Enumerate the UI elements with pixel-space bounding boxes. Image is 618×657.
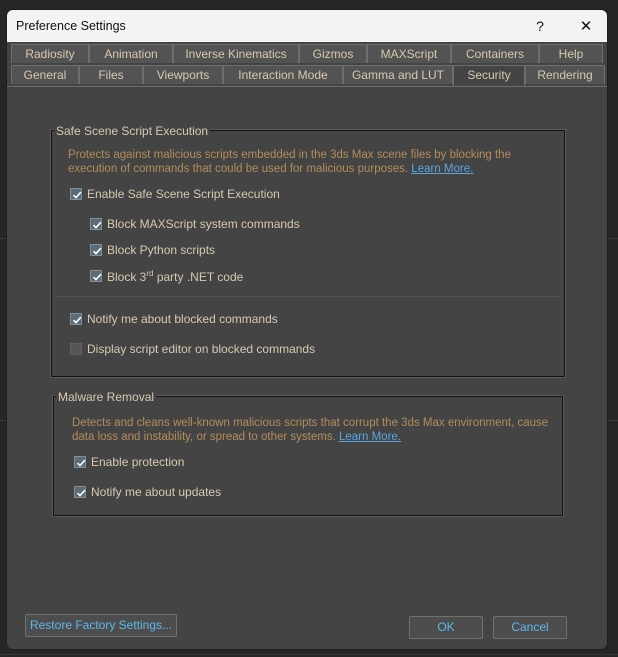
tab-rendering[interactable]: Rendering — [525, 65, 605, 84]
tab-gizmos[interactable]: Gizmos — [299, 44, 367, 63]
cancel-button[interactable]: Cancel — [493, 616, 567, 639]
close-icon: ✕ — [579, 18, 593, 35]
notify-blocked-checkbox[interactable] — [70, 311, 278, 327]
checkbox-checked-icon[interactable] — [90, 244, 102, 256]
tab-general[interactable]: General — [11, 65, 79, 84]
tab-security[interactable]: Security — [453, 65, 525, 86]
safe-scene-legend: Safe Scene Script Execution — [56, 124, 209, 138]
block-net-label — [107, 269, 243, 284]
safe-scene-description-text: Protects against malicious scripts embedded in the 3ds Max scene files by blocking the execution of commands that could be used for malicious purposes. — [68, 149, 511, 175]
checkbox-checked-icon[interactable] — [90, 218, 102, 230]
close-button[interactable] — [563, 10, 608, 42]
help-icon: ? — [536, 18, 544, 34]
checkbox-checked-icon[interactable] — [74, 456, 86, 468]
tab-files[interactable]: Files — [79, 65, 143, 84]
notify-updates-label: Notify me about updates — [91, 485, 222, 499]
tab-strip-border — [7, 86, 607, 87]
viewport-grid-line — [0, 654, 618, 655]
ok-button[interactable]: OK — [409, 616, 483, 639]
block-net-checkbox[interactable] — [90, 268, 243, 284]
tab-viewports[interactable]: Viewports — [143, 65, 223, 84]
malware-legend: Malware Removal — [58, 390, 155, 404]
title-bar[interactable] — [7, 10, 607, 42]
tab-radiosity[interactable]: Radiosity — [11, 44, 89, 63]
checkbox-unchecked-icon[interactable] — [70, 343, 82, 355]
help-button[interactable] — [517, 10, 563, 42]
notify-updates-checkbox[interactable] — [74, 484, 221, 500]
block-net-label-suffix: party .NET code — [153, 269, 244, 284]
block-maxscript-label: Block MAXScript system commands — [107, 217, 300, 231]
enable-safe-scene-label: Enable Safe Scene Script Execution — [87, 187, 280, 201]
tab-animation[interactable]: Animation — [89, 44, 173, 63]
checkbox-checked-icon[interactable] — [70, 188, 82, 200]
block-net-label-prefix: Block 3 — [107, 269, 147, 284]
checkbox-checked-icon[interactable] — [74, 486, 86, 498]
block-net-label-sup: rd — [146, 268, 154, 278]
tab-inverse-kinematics[interactable]: Inverse Kinematics — [173, 44, 299, 63]
tab-maxscript[interactable]: MAXScript — [367, 44, 451, 63]
enable-protection-label: Enable protection — [91, 455, 185, 469]
tab-gamma-and-lut[interactable]: Gamma and LUT — [343, 65, 453, 84]
tab-interaction-mode[interactable]: Interaction Mode — [223, 65, 343, 84]
block-python-checkbox[interactable] — [90, 242, 215, 258]
checkbox-checked-icon[interactable] — [70, 313, 82, 325]
group-divider — [57, 296, 560, 297]
tab-help[interactable]: Help — [539, 44, 603, 63]
window-title: Preference Settings — [16, 19, 126, 33]
checkbox-checked-icon[interactable] — [90, 270, 102, 282]
notify-blocked-label: Notify me about blocked commands — [87, 312, 278, 326]
display-editor-checkbox[interactable] — [70, 341, 315, 357]
tab-containers[interactable]: Containers — [451, 44, 539, 63]
malware-learn-more-link[interactable]: Learn More. — [338, 430, 401, 443]
preference-settings-dialog — [6, 9, 608, 650]
malware-description-text: Detects and cleans well-known malicious scripts that corrupt the 3ds Max environment, cause data loss and instability, or spread to other systems. — [72, 417, 549, 443]
display-editor-label: Display script editor on blocked commands — [87, 342, 316, 356]
block-python-label: Block Python scripts — [107, 243, 216, 257]
restore-factory-settings-button[interactable]: Restore Factory Settings... — [25, 614, 177, 637]
safe-scene-description — [68, 149, 554, 176]
malware-description — [72, 417, 552, 444]
enable-safe-scene-checkbox[interactable] — [70, 186, 280, 202]
safe-scene-learn-more-link[interactable]: Learn More. — [411, 162, 474, 175]
enable-protection-checkbox[interactable] — [74, 454, 184, 470]
block-maxscript-checkbox[interactable] — [90, 216, 300, 232]
